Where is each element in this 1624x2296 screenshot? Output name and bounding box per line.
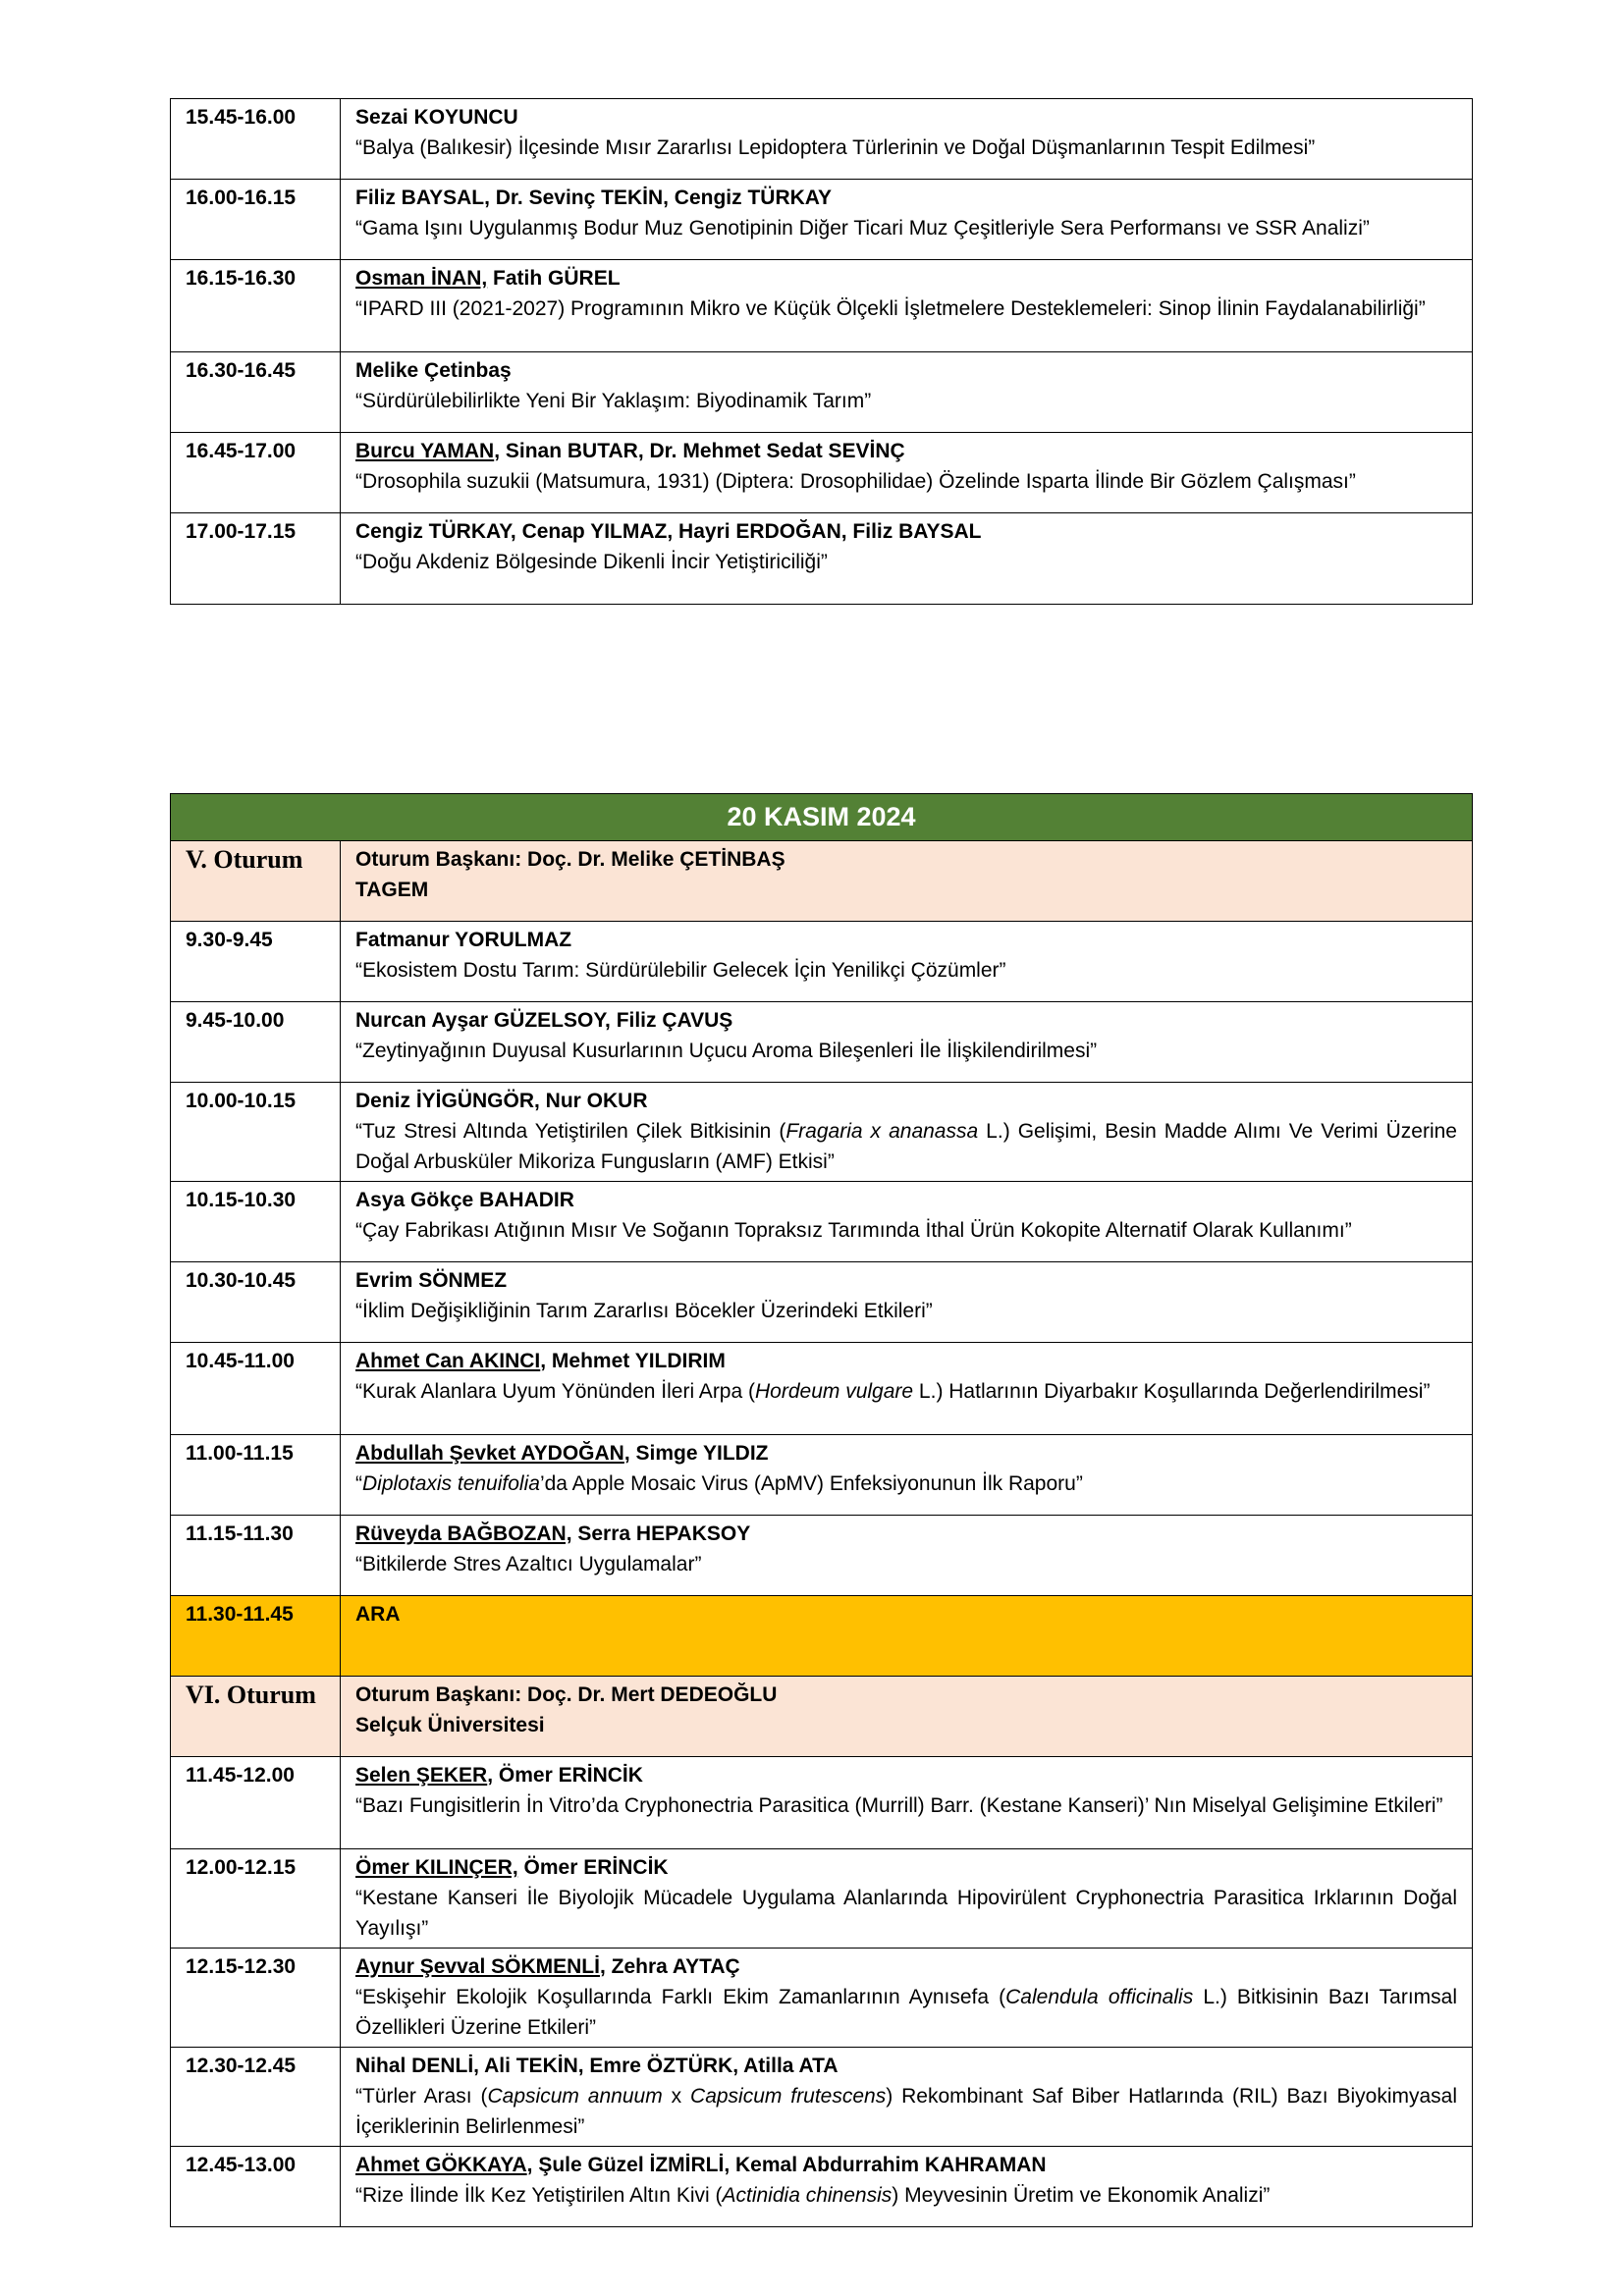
title-text: “Türler Arası ( — [355, 2085, 488, 2108]
species-name: Calendula officinalis — [1005, 1986, 1194, 2008]
co-authors: Fatih GÜREL — [487, 267, 621, 290]
time-cell: 17.00-17.15 — [171, 513, 341, 605]
time-cell: 16.45-17.00 — [171, 433, 341, 513]
authors — [355, 263, 1457, 294]
talk-cell — [341, 99, 1473, 180]
authors — [355, 436, 1457, 466]
presenting-author: Osman İNAN, — [355, 267, 488, 290]
talk-cell — [341, 2147, 1473, 2227]
species-name: Hordeum vulgare — [755, 1380, 914, 1403]
title-text: ) Meyvesinin Üretim ve Ekonomik Analizi” — [892, 2184, 1271, 2207]
talk-title — [355, 1982, 1457, 2043]
co-authors: Cengiz TÜRKAY, Cenap YILMAZ, Hayri ERDOĞAN, Filiz BAYSAL — [355, 520, 982, 543]
table-row — [171, 433, 1473, 513]
talk-title — [355, 1376, 1457, 1407]
time-cell: 11.00-11.15 — [171, 1435, 341, 1516]
species-name: Capsicum frutescens — [690, 2085, 887, 2108]
authors — [355, 1346, 1457, 1376]
talk-title: “Bitkilerde Stres Azaltıcı Uygulamalar” — [355, 1553, 702, 1575]
talk-title — [355, 1116, 1457, 1177]
table-row — [171, 1757, 1473, 1849]
time-cell: 16.15-16.30 — [171, 260, 341, 352]
time-cell: 10.15-10.30 — [171, 1182, 341, 1262]
co-authors: Melike Çetinbaş — [355, 359, 512, 382]
break-label: ARA — [341, 1596, 1473, 1677]
talk-title: “Balya (Balıkesir) İlçesinde Mısır Zararlısı Lepidoptera Türlerinin ve Doğal Düşmanlarının Tespit Edilmesi” — [355, 136, 1316, 159]
co-authors: , Mehmet YILDIRIM — [540, 1350, 726, 1372]
co-authors: Sezai KOYUNCU — [355, 106, 518, 129]
authors — [355, 925, 1457, 955]
authors — [355, 1951, 1457, 1982]
talk-cell — [341, 1757, 1473, 1849]
talk-title: “Çay Fabrikası Atığının Mısır Ve Soğanın Topraksız Tarımında İthal Ürün Kokopite Alternatif Olarak Kullanımı” — [355, 1219, 1352, 1242]
talk-cell — [341, 1002, 1473, 1083]
break-row — [171, 1596, 1473, 1677]
presenting-author: Rüveyda BAĞBOZAN, — [355, 1522, 572, 1545]
talk-title: “Drosophila suzukii (Matsumura, 1931) (Diptera: Drosophilidae) Özelinde Isparta İlinde Bir Gözlem Çalışması” — [355, 470, 1356, 493]
talk-title — [355, 2081, 1457, 2142]
authors — [355, 2150, 1457, 2180]
session-row — [171, 1677, 1473, 1757]
program-table-2 — [170, 793, 1473, 2227]
time-cell: 10.45-11.00 — [171, 1343, 341, 1435]
talk-title: “Gama Işını Uygulanmış Bodur Muz Genotipinin Diğer Ticari Muz Çeşitleriyle Sera Performansı ve SSR Analizi” — [355, 217, 1370, 240]
time-cell: 15.45-16.00 — [171, 99, 341, 180]
authors — [355, 516, 1457, 547]
time-cell: 12.30-12.45 — [171, 2048, 341, 2147]
session-chair: Oturum Başkanı: Doç. Dr. Melike ÇETİNBAŞ — [355, 848, 785, 871]
authors — [355, 1438, 1457, 1468]
talk-cell — [341, 922, 1473, 1002]
table-row — [171, 1516, 1473, 1596]
break-time: 11.30-11.45 — [171, 1596, 341, 1677]
table-row — [171, 1262, 1473, 1343]
talk-cell — [341, 352, 1473, 433]
co-authors: Deniz İYİGÜNGÖR, Nur OKUR — [355, 1090, 648, 1112]
co-authors: Asya Gökçe BAHADIR — [355, 1189, 574, 1211]
title-text: “Tuz Stresi Altında Yetiştirilen Çilek Bitkisinin ( — [355, 1120, 786, 1143]
authors — [355, 1760, 1457, 1790]
talk-cell — [341, 1262, 1473, 1343]
presenting-author: Aynur Şevval SÖKMENLİ — [355, 1955, 600, 1978]
session-name: V. Oturum — [171, 841, 341, 922]
time-cell: 16.00-16.15 — [171, 180, 341, 260]
authors — [355, 2051, 1457, 2081]
authors — [355, 1265, 1457, 1296]
table-row — [171, 1949, 1473, 2048]
title-text: x — [662, 2085, 691, 2108]
talk-title: “Kestane Kanseri İle Biyolojik Mücadele Uygulama Alanlarında Hipovirülent Cryphonectria Parasitica Irklarının Doğal Yayılışı” — [355, 1887, 1457, 1940]
authors — [355, 183, 1457, 213]
table-row — [171, 1343, 1473, 1435]
co-authors: Nurcan Ayşar GÜZELSOY, Filiz ÇAVUŞ — [355, 1009, 733, 1032]
date-header: 20 KASIM 2024 — [171, 794, 1473, 841]
species-name: Actinidia chinensis — [722, 2184, 893, 2207]
species-name: Capsicum annuum — [487, 2085, 663, 2108]
time-cell: 16.30-16.45 — [171, 352, 341, 433]
authors — [355, 102, 1457, 133]
title-text: “Rize İlinde İlk Kez Yetiştirilen Altın Kivi ( — [355, 2184, 723, 2207]
title-text: “ — [355, 1472, 362, 1495]
time-cell: 9.30-9.45 — [171, 922, 341, 1002]
table-row — [171, 2048, 1473, 2147]
program-table-1 — [170, 98, 1473, 605]
co-authors: , Simge YILDIZ — [623, 1442, 769, 1465]
talk-cell — [341, 260, 1473, 352]
co-authors: , Sinan BUTAR, Dr. Mehmet Sedat SEVİNÇ — [494, 440, 905, 462]
presenting-author: Ahmet Can AKINCI — [355, 1350, 541, 1372]
co-authors: , Şule Güzel İZMİRLİ, Kemal Abdurrahim KAHRAMAN — [526, 2154, 1047, 2176]
presenting-author: Selen ŞEKER — [355, 1764, 488, 1787]
talk-cell — [341, 1343, 1473, 1435]
talk-title: “Doğu Akdeniz Bölgesinde Dikenli İncir Yetiştiriciliği” — [355, 551, 828, 573]
authors — [355, 355, 1457, 386]
co-authors: Filiz BAYSAL, Dr. Sevinç TEKİN, Cengiz TÜRKAY — [355, 187, 833, 209]
time-cell: 10.00-10.15 — [171, 1083, 341, 1182]
table-row — [171, 513, 1473, 605]
session-chair: Oturum Başkanı: Doç. Dr. Mert DEDEOĞLU — [355, 1683, 778, 1706]
authors — [355, 1852, 1457, 1883]
time-cell: 12.45-13.00 — [171, 2147, 341, 2227]
talk-cell — [341, 1182, 1473, 1262]
table-row — [171, 352, 1473, 433]
talk-cell — [341, 2048, 1473, 2147]
co-authors: Serra HEPAKSOY — [571, 1522, 751, 1545]
presenting-author: Burcu YAMAN — [355, 440, 495, 462]
talk-cell — [341, 1435, 1473, 1516]
co-authors: Nihal DENLİ, Ali TEKİN, Emre ÖZTÜRK, Atilla ATA — [355, 2055, 839, 2077]
presenting-author: Ahmet GÖKKAYA — [355, 2154, 527, 2176]
time-cell: 12.00-12.15 — [171, 1849, 341, 1949]
authors — [355, 1086, 1457, 1116]
table-row — [171, 1849, 1473, 1949]
session-info — [341, 841, 1473, 922]
table-row — [171, 2147, 1473, 2227]
talk-title — [355, 1468, 1457, 1499]
session-row — [171, 841, 1473, 922]
time-cell: 11.15-11.30 — [171, 1516, 341, 1596]
table-row — [171, 260, 1473, 352]
time-cell: 11.45-12.00 — [171, 1757, 341, 1849]
date-header-row — [171, 794, 1473, 841]
talk-cell — [341, 1949, 1473, 2048]
talk-title: “Sürdürülebilirlikte Yeni Bir Yaklaşım: Biyodinamik Tarım” — [355, 390, 872, 412]
table-row — [171, 1083, 1473, 1182]
talk-title — [355, 2180, 1457, 2211]
talk-cell — [341, 1083, 1473, 1182]
title-text: ’da Apple Mosaic Virus (ApMV) Enfeksiyonunun İlk Raporu” — [539, 1472, 1083, 1495]
authors — [355, 1519, 1457, 1549]
authors — [355, 1185, 1457, 1215]
session-info — [341, 1677, 1473, 1757]
co-authors: , Ömer ERİNCİK — [487, 1764, 643, 1787]
presenting-author: Abdullah Şevket AYDOĞAN — [355, 1442, 624, 1465]
species-name: Fragaria x ananassa — [785, 1120, 979, 1143]
talk-cell — [341, 180, 1473, 260]
session-name: VI. Oturum — [171, 1677, 341, 1757]
time-cell: 10.30-10.45 — [171, 1262, 341, 1343]
talk-title: “IPARD III (2021-2027) Programının Mikro ve Küçük Ölçekli İşletmelere Desteklemeleri: Sinop İlinin Faydalanabilirliği” — [355, 297, 1426, 320]
species-name: Diplotaxis tenuifolia — [362, 1472, 540, 1495]
table-row — [171, 1002, 1473, 1083]
session-institution: Selçuk Üniversitesi — [355, 1714, 545, 1736]
table-row — [171, 1435, 1473, 1516]
title-text: L.) Gelişimi, Besin Madde Alımı Ve Verimi Üzerine Doğal Arbusküler Mikoriza Fungusların (AMF) Etkisi” — [355, 1120, 1457, 1173]
title-text: L.) Hatlarının Diyarbakır Koşullarında Değerlendirilmesi” — [913, 1380, 1431, 1403]
table-row — [171, 180, 1473, 260]
table-row — [171, 99, 1473, 180]
time-cell: 9.45-10.00 — [171, 1002, 341, 1083]
table-row — [171, 1182, 1473, 1262]
title-text: L.) Bitkisinin Bazı Tarımsal Özellikleri Üzerine Etkileri” — [355, 1986, 1458, 2039]
table-row — [171, 922, 1473, 1002]
presenting-author: Ömer KILINÇER, — [355, 1856, 518, 1879]
title-text: ) Rekombinant Saf Biber Hatlarında (RIL) Bazı Biyokimyasal İçeriklerinin Belirlenmesi” — [355, 2085, 1457, 2138]
co-authors: Ömer ERİNCİK — [517, 1856, 669, 1879]
co-authors: Evrim SÖNMEZ — [355, 1269, 508, 1292]
talk-cell — [341, 1849, 1473, 1949]
talk-title: “Ekosistem Dostu Tarım: Sürdürülebilir Gelecek İçin Yenilikçi Çözümler” — [355, 959, 1006, 982]
authors — [355, 1005, 1457, 1036]
co-authors: Fatmanur YORULMAZ — [355, 929, 572, 951]
title-text: “Kurak Alanlara Uyum Yönünden İleri Arpa ( — [355, 1380, 755, 1403]
co-authors: , Zehra AYTAÇ — [599, 1955, 740, 1978]
talk-cell — [341, 433, 1473, 513]
talk-cell — [341, 1516, 1473, 1596]
session-institution: TAGEM — [355, 879, 429, 901]
time-cell: 12.15-12.30 — [171, 1949, 341, 2048]
talk-title: “Zeytinyağının Duyusal Kusurlarının Uçucu Aroma Bileşenleri İle İlişkilendirilmesi” — [355, 1040, 1098, 1062]
talk-cell — [341, 513, 1473, 605]
title-text: “Eskişehir Ekolojik Koşullarında Farklı Ekim Zamanlarının Aynısefa ( — [355, 1986, 1006, 2008]
talk-title: “Bazı Fungisitlerin İn Vitro’da Cryphonectria Parasitica (Murrill) Barr. (Kestane Kanseri)’ Nın Miselyal Gelişimine Etkileri” — [355, 1794, 1443, 1817]
talk-title: “İklim Değişikliğinin Tarım Zararlısı Böcekler Üzerindeki Etkileri” — [355, 1300, 933, 1322]
